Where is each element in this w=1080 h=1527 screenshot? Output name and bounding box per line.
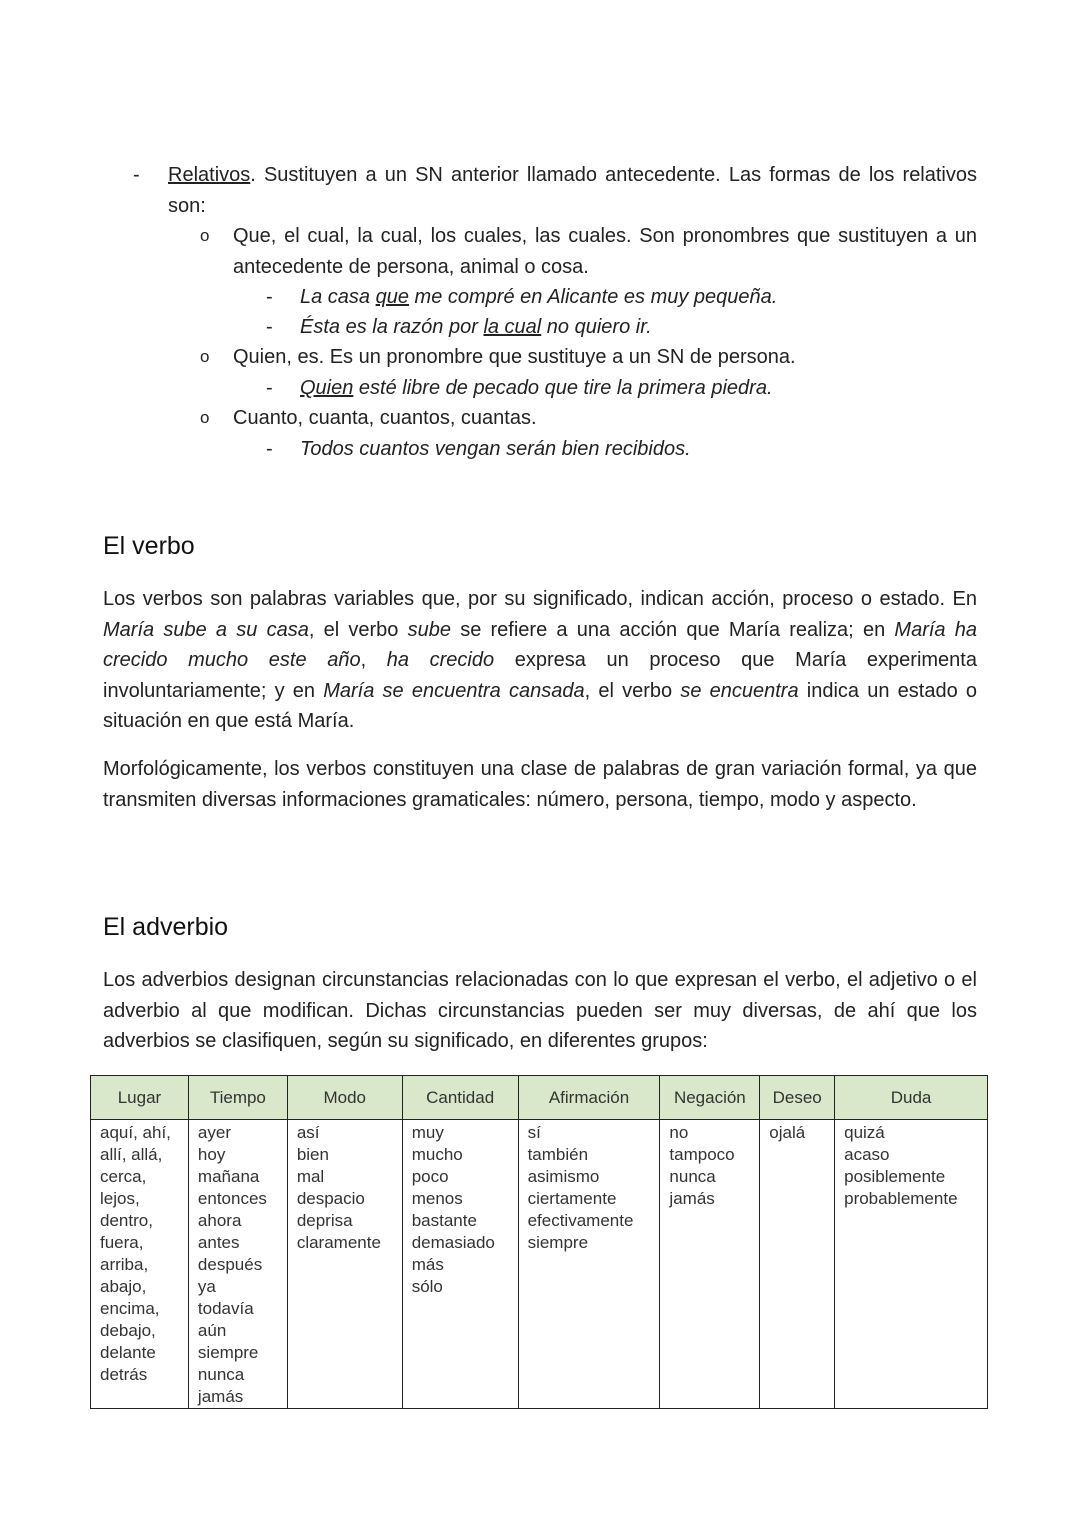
table-cell [518,1120,660,1409]
adverb-item: siempre [527,1233,589,1252]
text-segment: esté libre de pecado que tire la primera piedra. [353,377,773,399]
adverb-item: ahora [197,1211,242,1230]
column-header: Deseo [760,1076,835,1120]
adverb-item: quizá [844,1123,885,1142]
underlined-text: Relativos [168,164,251,186]
adverb-item: todavía [197,1299,254,1318]
adverb-item: ciertamente [527,1189,617,1208]
adverbio-paragraph: Los adverbios designan circunstancias relacionadas con lo que expresan el verbo, el adjetivo o el adverbio al que modifican. Dichas circunstancias pueden ser muy diversas, de ahí que los adverbios se clasifiquen, según su significado, en diferentes grupos: [103,969,977,1052]
adverb-item: jamás [669,1189,715,1208]
italic-text: María ha crecido mucho este año [103,618,977,671]
example-sentence [300,282,777,313]
adverb-item: mal [296,1167,325,1186]
table-cell [188,1120,287,1409]
text-segment: expresa un proceso que María experimenta involuntariamente; y en [103,649,977,702]
table-cell [835,1120,988,1409]
adverb-item: abajo, [100,1277,147,1296]
relativos-item-que: Que, el cual, la cual, los cuales, las cuales. Son pronombres que sustituyen a un antecedente de persona, animal o cosa. [233,225,977,278]
text-segment: Los verbos son palabras variables que, por su significado, indican acción, proceso o estado. En [103,588,977,610]
table-cell [402,1120,518,1409]
table-cell [760,1120,835,1409]
adverb-item: nunca [197,1365,245,1384]
column-header: Tiempo [188,1076,287,1120]
bullet-dash: - [266,316,273,338]
italic-text: María se encuentra cansada [323,679,585,702]
adverb-item: entonces [197,1189,267,1208]
adverb-item: jamás [197,1387,244,1406]
adverb-item: ayer [197,1123,231,1142]
underlined-text: la cual [483,316,542,338]
column-header: Afirmación [518,1076,660,1120]
example-sentence [300,373,773,404]
example-sentence [300,434,691,465]
adverb-item: arriba, [100,1255,149,1274]
adverb-item: menos [411,1189,463,1208]
bullet-dash: - [133,164,140,186]
text-segment: , el verbo [308,618,408,641]
heading-el-adverbio: El adverbio [103,913,229,941]
adverb-item: delante [100,1343,156,1362]
relativos-item-cuanto: Cuanto, cuanta, cuantos, cuantas. [233,407,537,429]
table-cell [91,1120,189,1409]
text-segment: . Sustituyen a un SN anterior llamado antecedente. Las formas de los relativos son: [168,164,977,217]
adverb-item: posiblemente [844,1167,946,1186]
bullet-dash: - [266,438,273,460]
table-cell [660,1120,760,1409]
adverb-item: también [527,1145,589,1164]
adverb-item: allí, allá, [100,1145,163,1164]
adverb-item: no [669,1123,689,1142]
italic-text: María sube a su casa [103,618,309,641]
text-segment: me compré en Alicante es muy pequeña. [408,286,778,308]
adverb-item: siempre [197,1343,259,1362]
adverb-item: así [296,1123,320,1142]
text-segment: Ésta es la razón por [300,316,484,338]
underlined-text: Quien [300,377,354,399]
table-header-row [91,1076,988,1120]
column-header: Duda [835,1076,988,1120]
underlined-text: que [375,286,409,308]
adverb-item: encima, [100,1299,160,1318]
bullet-circle: o [200,226,210,245]
adverb-item: ojalá [769,1123,806,1142]
column-header: Lugar [91,1076,189,1120]
adverb-item: sí [527,1123,541,1142]
relativos-intro [168,160,977,221]
table-row [91,1120,988,1409]
adverb-item: fuera, [100,1233,144,1252]
table-cell [287,1120,402,1409]
adverb-item: sólo [411,1277,443,1296]
column-header: Modo [287,1076,402,1120]
adverb-item: mucho [411,1145,463,1164]
adverb-item: debajo, [100,1321,156,1340]
adverb-item: poco [411,1167,449,1186]
adverb-item: dentro, [100,1211,153,1230]
text-segment: , [360,649,387,671]
adverb-item: asimismo [527,1167,600,1186]
adverb-item: detrás [100,1365,148,1384]
column-header: Negación [660,1076,760,1120]
italic-text: ha crecido [386,649,495,671]
adverb-item: tampoco [669,1145,735,1164]
adverb-item: deprisa [296,1211,353,1230]
text-segment: no quiero ir. [541,316,652,338]
bullet-circle: o [200,347,210,366]
adverb-item: cerca, [100,1167,147,1186]
italic-text: se encuentra [680,679,799,702]
adverb-item: probablemente [844,1189,958,1208]
bullet-dash: - [266,377,273,399]
adverb-item: efectivamente [527,1211,634,1230]
adverb-item: mañana [197,1167,260,1186]
text-segment: La casa [300,286,376,308]
adverb-item: antes [197,1233,240,1252]
adverb-item: aquí, ahí, [100,1123,171,1142]
adverb-item: despacio [296,1189,365,1208]
adverb-item: nunca [669,1167,716,1186]
text-segment: indica un estado o situación en que está María. [103,679,978,732]
adverb-item: después [197,1255,263,1274]
adverb-item: demasiado [411,1233,495,1252]
italic-text: sube [407,618,451,641]
adverb-item: bastante [411,1211,477,1230]
bullet-circle: o [200,408,210,427]
relativos-item-quien: Quien, es. Es un pronombre que sustituye a un SN de persona. [233,346,796,368]
text-segment: se refiere a una acción que María realiza; en [450,618,895,641]
adverb-item: muy [411,1123,444,1142]
text-segment: , el verbo [584,679,681,702]
column-header: Cantidad [402,1076,518,1120]
bullet-dash: - [266,286,273,308]
adverb-item: hoy [197,1145,226,1164]
adverb-classification-table [90,1075,988,1409]
adverb-item: ya [197,1277,216,1296]
adverb-item: bien [296,1145,329,1164]
heading-el-verbo: El verbo [103,532,195,560]
adverb-item: aún [197,1321,227,1340]
verbo-paragraph-2: Morfológicamente, los verbos constituyen una clase de palabras de gran variación formal, ya que transmiten diversas informaciones gramaticales: número, persona, tiempo, modo y aspecto. [103,758,977,811]
adverb-item: lejos, [100,1189,140,1208]
adverb-item: más [411,1255,444,1274]
verbo-paragraph-1 [103,584,977,737]
example-sentence [300,312,652,343]
adverb-item: claramente [296,1233,381,1252]
adverb-item: acaso [844,1145,890,1164]
text-segment: Todos cuantos vengan serán bien recibidos. [300,438,691,460]
